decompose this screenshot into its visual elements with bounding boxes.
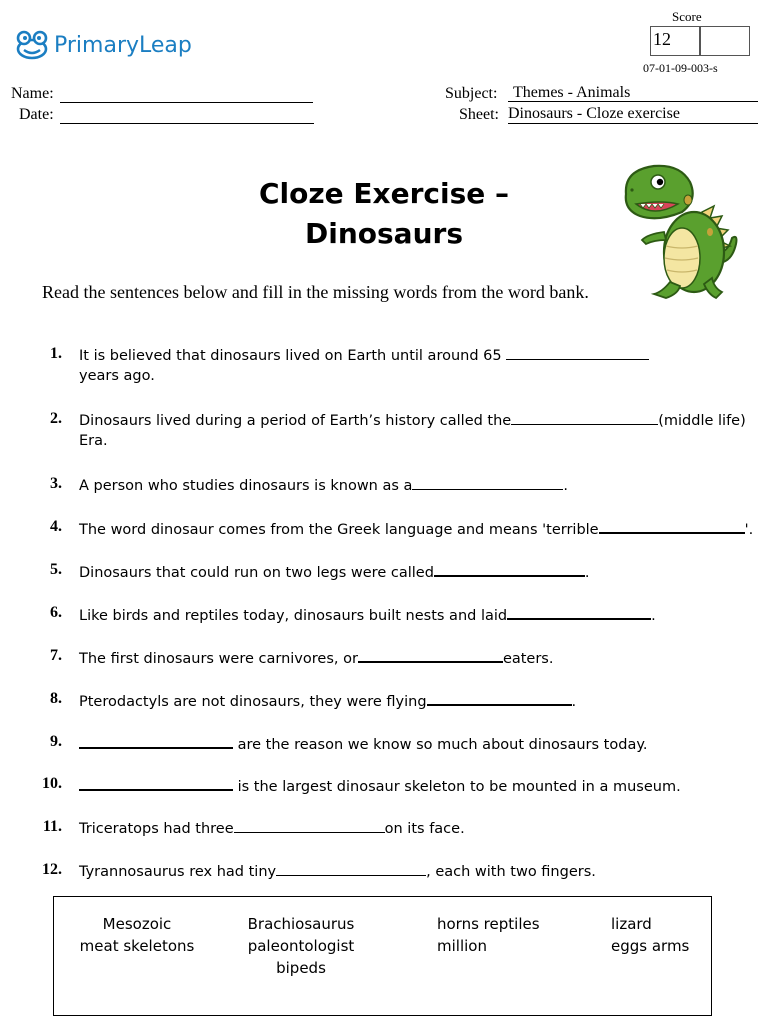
question-number: 11.: [42, 818, 62, 835]
score-value: 12: [650, 26, 700, 56]
word-bank-entry: lizard: [611, 915, 652, 933]
page-title-line1: Cloze Exercise –: [258, 177, 509, 210]
question-text-continued: Era.: [79, 433, 108, 449]
name-label: Name:: [11, 85, 54, 102]
answer-blank[interactable]: [79, 773, 233, 791]
question-text-after: eaters.: [502, 651, 554, 667]
word-bank-entry: meat skeletons: [79, 937, 195, 955]
word-bank: [53, 896, 712, 1016]
question-text: Dinosaurs that could run on two legs were called: [79, 565, 434, 581]
question-text: The word dinosaur comes from the Greek language and means 'terrible: [79, 522, 599, 538]
sheet-value: Dinosaurs - Cloze exercise: [508, 105, 758, 124]
instructions: Read the sentences below and fill in the missing words from the word bank.: [42, 282, 589, 302]
name-field[interactable]: [60, 84, 313, 103]
question-text: is the largest dinosaur skeleton to be mounted in a museum.: [233, 779, 681, 795]
question-text: Triceratops had three: [79, 821, 234, 837]
question-text-after: , each with two fingers.: [426, 864, 596, 880]
question-number: 2.: [50, 410, 62, 427]
question-text: Pterodactyls are not dinosaurs, they were flying: [79, 694, 427, 710]
word-bank-entry: paleontologist: [247, 937, 355, 955]
question-number: 4.: [50, 518, 62, 535]
question-number: 1.: [50, 345, 62, 362]
question-text-after: on its face.: [384, 821, 465, 837]
question-number: 6.: [50, 604, 62, 621]
answer-blank[interactable]: [358, 645, 503, 663]
question-text: A person who studies dinosaurs is known as a: [79, 478, 413, 494]
answer-blank[interactable]: [507, 602, 651, 620]
score-total-box: [700, 26, 750, 56]
question-text: Dinosaurs lived during a period of Earth’s history called the: [79, 413, 512, 429]
word-bank-column-3: [437, 913, 577, 957]
question-number: 7.: [50, 647, 62, 664]
word-bank-entry: million: [437, 937, 487, 955]
primaryleap-logo: [16, 28, 192, 62]
date-label: Date:: [19, 106, 54, 123]
sheet-label: Sheet:: [459, 106, 499, 123]
sheet-code: 07-01-09-003-s: [643, 61, 718, 75]
word-bank-entry: eggs arms: [611, 937, 690, 955]
answer-blank[interactable]: [79, 731, 233, 749]
word-bank-column-2: [234, 913, 368, 979]
question-text: It is believed that dinosaurs lived on Earth until around 65: [79, 348, 507, 364]
subject-value: Themes - Animals: [508, 84, 758, 102]
word-bank-column-1: [72, 913, 202, 957]
question-text: The first dinosaurs were carnivores, or: [79, 651, 358, 667]
word-bank-entry: Mesozoic: [102, 915, 172, 933]
score-label: Score: [672, 9, 702, 24]
answer-blank[interactable]: [234, 816, 385, 833]
question-number: 3.: [50, 475, 62, 492]
answer-blank[interactable]: [412, 473, 563, 490]
question-text: Like birds and reptiles today, dinosaurs built nests and laid: [79, 608, 508, 624]
answer-blank[interactable]: [276, 859, 426, 876]
question-text: are the reason we know so much about dinosaurs today.: [233, 737, 648, 753]
answer-blank[interactable]: [427, 688, 572, 706]
question-text-continued: years ago.: [79, 368, 155, 384]
question-number: 10.: [42, 775, 62, 792]
word-bank-entry: horns reptiles: [437, 915, 540, 933]
word-bank-column-4: [611, 913, 707, 957]
subject-label: Subject:: [445, 85, 498, 102]
dinosaur-illustration: [618, 160, 742, 307]
word-bank-entry: Brachiosaurus: [247, 915, 355, 933]
answer-blank[interactable]: [511, 408, 658, 425]
frog-logo-icon: [16, 30, 48, 60]
question-text-after: (middle life): [658, 413, 746, 429]
question-number: 9.: [50, 733, 62, 750]
date-field[interactable]: [60, 105, 314, 124]
question-number: 12.: [42, 861, 62, 878]
question-text: Tyrannosaurus rex had tiny: [79, 864, 277, 880]
answer-blank[interactable]: [506, 343, 649, 360]
logo-text: PrimaryLeap: [54, 32, 192, 58]
page-title-line2: Dinosaurs: [305, 217, 463, 250]
question-number: 5.: [50, 561, 62, 578]
answer-blank[interactable]: [434, 559, 585, 577]
word-bank-entry: bipeds: [276, 959, 326, 977]
answer-blank[interactable]: [599, 516, 745, 534]
question-number: 8.: [50, 690, 62, 707]
